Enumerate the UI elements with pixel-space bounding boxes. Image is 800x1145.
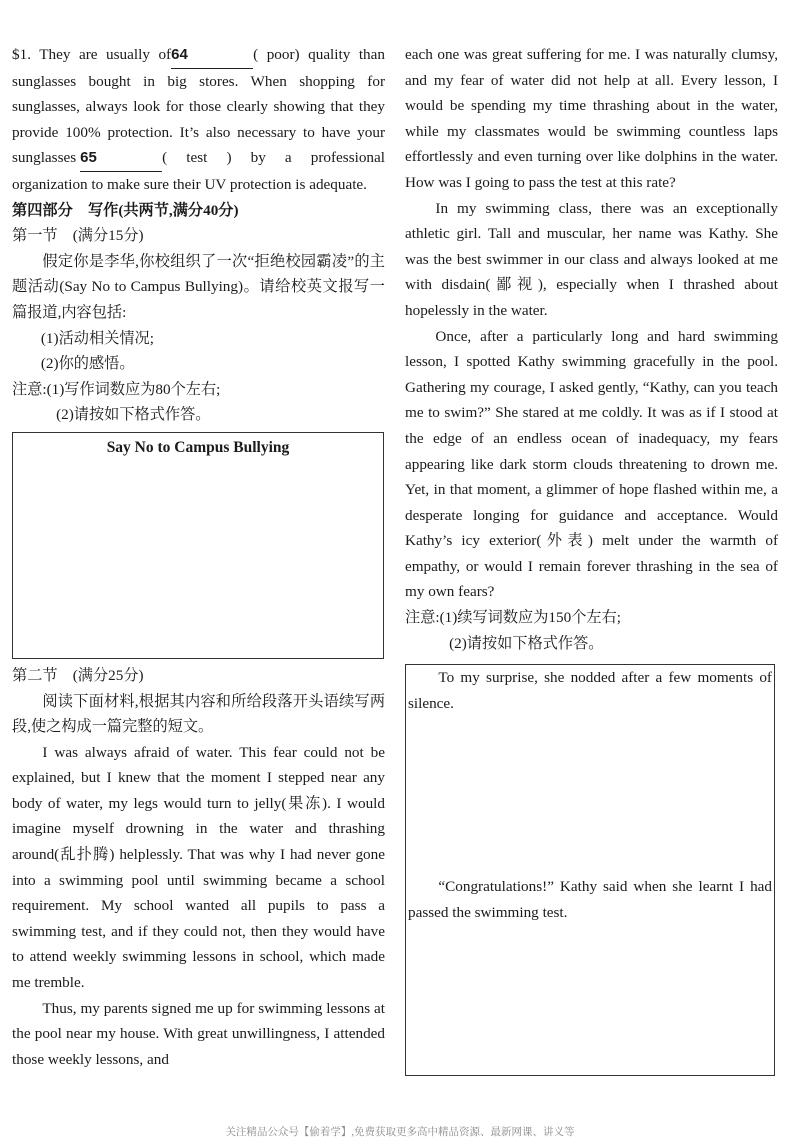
section1-note-2: (2)请按如下格式作答。 [56,406,211,424]
cloze-passage-end: $1. They are usually of64 ( poor) quality than sunglasses bought in big stores. When shopping for sunglasses, always look for those clearly showing that they provide 100% protection. It’s also necessary to have your sunglasses 65 ( test ) by a professional organization to make sure their UV protection is adequate. [12,42,385,198]
part4-heading: 第四部分 写作(共两节,满分40分) [12,201,239,219]
section1-note-1: 注意:(1)写作词数应为80个左右; [12,380,221,398]
footer-watermark-text: 关注精品公众号【偷着学】,免费获取更多高中精品资源、最新网课、讲义等 [225,1127,575,1138]
section2-prompt: 阅读下面材料,根据其内容和所给段落开头语续写两段,使之构成一篇完整的短文。 [12,692,385,736]
section2-heading: 第二节 (满分25分) [12,666,144,684]
section1-item-2: (2)你的感悟。 [40,355,135,373]
right-column [405,42,778,1076]
section1-prompt: 假定你是李华,你校组织了一次“拒绝校园霸凌”的主题活动(Say No to Campus Bullying)。请给校英文报写一篇报道,内容包括: [12,252,385,321]
left-column [12,42,385,1072]
story-paragraph-4: Once, after a particularly long and hard swimming lesson, I spotted Kathy swimming gracefully in the pool. Gathering my courage, I asked gently, “Kathy, can you teach me to swim?” She stared at me coldly. It was as if I stood at the edge of an endless ocean of inadequacy, my fears appearing like dark storm clouds threatening to drown me. Yet, in that moment, a glimmer of hope flashed within me, a desperate longing for guidance and acceptance. Would Kathy’s icy exterior(外表) melt under the warmth of empathy, or would I remain forever thrashing in the sea of my own fears? [405,327,778,601]
story-paragraph-3: In my swimming class, there was an exceptionally athletic girl. Tall and muscular, her name was Kathy. She was the best swimmer in our class and always looked at me with disdain(鄙视), especially when I thrashed about hopelessly in the water. [405,199,778,319]
answer-box-2[interactable] [405,664,775,1076]
answer-box-1[interactable] [12,432,384,659]
section1-item-1: (1)活动相关情况; [40,329,154,347]
blank-65[interactable]: 65 [80,145,162,172]
section1-heading: 第一节 (满分15分) [12,227,144,245]
continuation-start-1: To my surprise, she nodded after a few moments of silence. [408,669,772,712]
story-paragraph-2-continued: each one was great suffering for me. I was naturally clumsy, and my fear of water did not help at all. Every lesson, I would be spending my time thrashing about in the water, while my classmates would be swimming countless laps effortlessly and even turning over like dolphins in the water. How was I going to pass the test at this rate? [405,46,778,191]
answer-box-1-title: Say No to Campus Bullying [106,438,290,456]
continuation-start-2: “Congratulations!” Kathy said when she learnt I had passed the swimming test. [408,878,772,922]
blank-64[interactable]: 64 [171,42,253,69]
section2-note-2: (2)请按如下格式作答。 [449,634,604,652]
section2-note-1: 注意:(1)续写词数应为150个左右; [405,609,621,627]
story-paragraph-1: I was always afraid of water. This fear could not be explained, but I knew that the moment I stepped near any body of water, my legs would turn to jelly(果冻). I would imagine myself drowning in the water and thrashing around(乱扑腾) helplessly. That was why I had never gone into a swimming pool until swimming became a school requirement. My school wanted all pupils to pass a swimming test, and if they could not, then they would have to attend weekly swimming lessons in school, which made me tremble. [12,743,385,992]
story-paragraph-2: Thus, my parents signed me up for swimming lessons at the pool near my house. With great unwillingness, I attended those weekly lessons, and [12,999,385,1068]
